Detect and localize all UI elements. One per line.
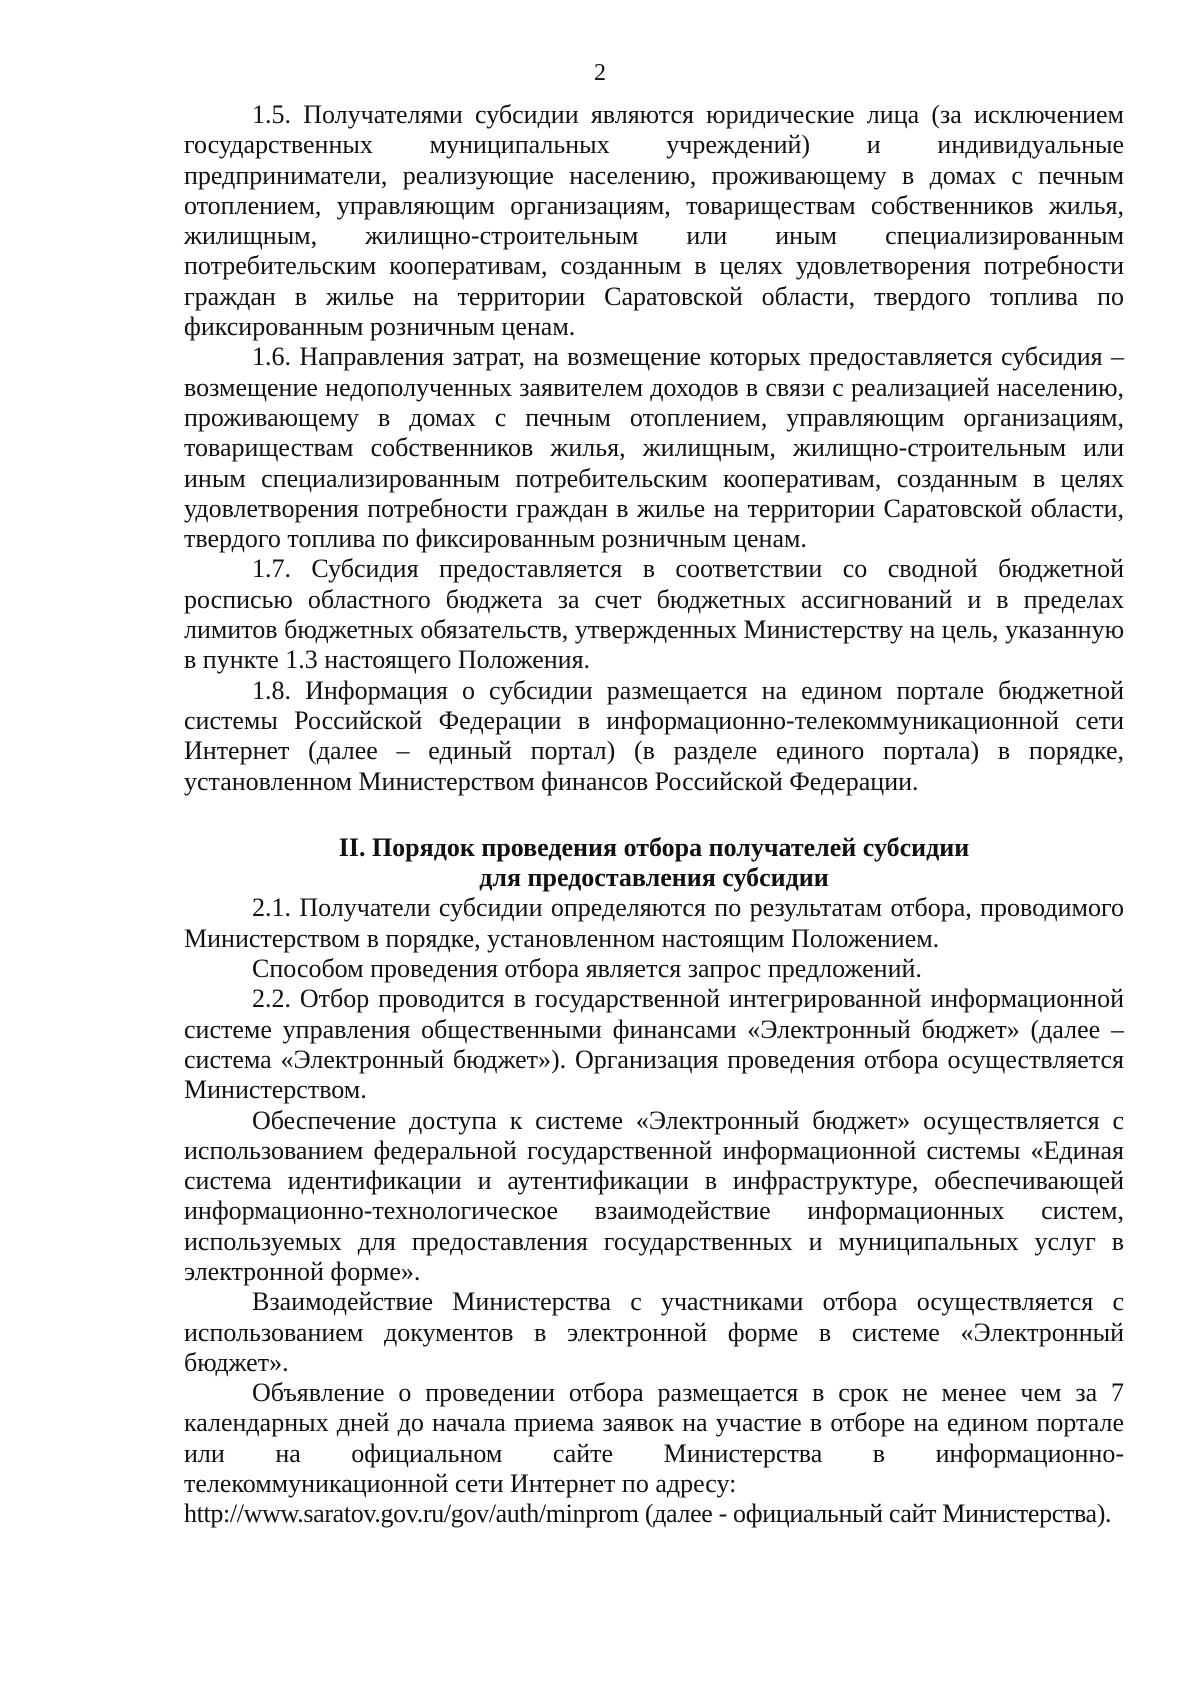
paragraph-1-7: 1.7. Субсидия предоставляется в соответствии со сводной бюджетной росписью областного бюджета за счет бюджетных ассигнований и в пределах лимитов бюджетных обязательств, утвержденных Министерству на цель, указанную в пункте 1.3 настоящего Положения. (184, 554, 1124, 675)
paragraph-1-6: 1.6. Направления затрат, на возмещение которых предоставляется субсидия – возмещение недополученных заявителем доходов в связи с реализацией населению, проживающему в домах с печным отоплением, управляющим организациям, товариществам собственников жилья, жилищным, жилищно-строительным или иным специализированным потребительским кооперативам, созданным в целях удовлетворения потребности граждан в жилье на территории Саратовской области, твердого топлива по фиксированным розничным ценам. (184, 342, 1124, 554)
paragraph-2-2: 2.2. Отбор проводится в государственной интегрированной информационной системе управления общественными финансами «Электронный бюджет» (далее – система «Электронный бюджет»). Организация проведения отбора осуществляется Министерством. (184, 984, 1124, 1105)
section-heading-line-2: для предоставления субсидии (479, 863, 829, 893)
paragraph-announcement: Объявление о проведении отбора размещается в срок не менее чем за 7 календарных дней до начала приема заявок на участие в отборе на едином портале или на официальном сайте Министерства в информационно-телекоммуникационной сети Интернет по адресу: (184, 1378, 1124, 1499)
paragraph-access: Обеспечение доступа к системе «Электронный бюджет» осуществляется с использованием федеральной государственной информационной системы «Единая система идентификации и аутентификации в инфраструктуре, обеспечивающей информационно-технологическое взаимодействие информационных систем, используемых для предоставления государственных и муниципальных услуг в электронной форме». (184, 1105, 1124, 1286)
document-body (184, 100, 1124, 1530)
section-heading (184, 833, 1124, 894)
paragraph-url-line (184, 1499, 1124, 1529)
paragraph-interaction: Взаимодействие Министерства с участниками отбора осуществляется с использованием документов в электронной форме в системе «Электронный бюджет». (184, 1287, 1124, 1377)
paragraph-1-8: 1.8. Информация о субсидии размещается на едином портале бюджетной системы Российской Федерации в информационно-телекоммуникационной сети Интернет (далее – единый портал) (в разделе единого портала) в порядке, установленном Министерством финансов Российской Федерации. (184, 675, 1124, 796)
paragraph-selection-method: Способом проведения отбора является запрос предложений. (252, 954, 922, 984)
paragraph-1-5: 1.5. Получателями субсидии являются юридические лица (за исключением государственных муниципальных учреждений) и индивидуальные предприниматели, реализующие населению, проживающему в домах с печным отоплением, управляющим организациям, товариществам собственников жилья, жилищным, жилищно-строительным или иным специализированным потребительским кооперативам, созданным в целях удовлетворения потребности граждан в жилье на территории Саратовской области, твердого топлива по фиксированным розничным ценам. (184, 100, 1124, 342)
ministry-site-url: http://www.saratov.gov.ru/gov/auth/minprom (далее - официальный сайт Министерства). (184, 1499, 1112, 1529)
paragraph-2-1: 2.1. Получатели субсидии определяются по результатам отбора, проводимого Министерством в порядке, установленном настоящим Положением. (184, 893, 1124, 953)
page-number: 2 (594, 60, 606, 86)
section-heading-line-1: II. Порядок проведения отбора получателей субсидии (338, 832, 970, 862)
